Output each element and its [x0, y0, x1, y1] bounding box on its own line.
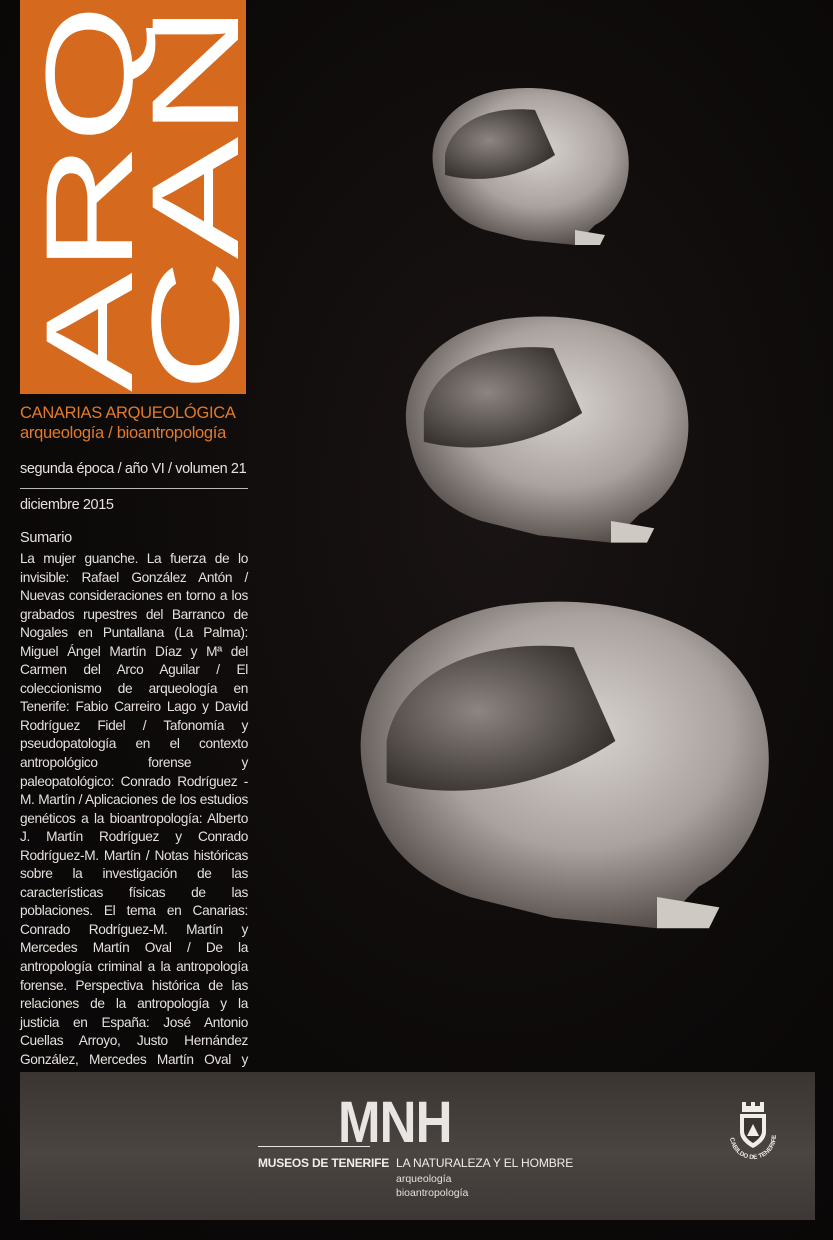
footer-sublabel-arqueologia: arqueología: [396, 1173, 452, 1185]
summary-text: La mujer guanche. La fuerza de lo invisible: Rafael González Antón / Nuevas consideraciones en torno a los grabados rupestres del Barranco de Nogales en Puntallana (La Palma): Miguel Ángel Martín Díaz y Mª del Carmen del Arco Aguilar / El coleccionismo de arqueología en Tenerife: Fabio Carreiro Lago y David Rodríguez Fidel / Tafonomía y pseudopatología en el contexto antropológico forense y paleopatológico: Conrado Rodríguez -M. Martín / Aplicaciones de los estudios genéticos a la bioantropología: Alberto J. Martín Rodríguez y Conrado Rodríguez-M. Martín / Notas históricas sobre la investigación de las características físicas de las poblaciones. El tema en Canarias: Conrado Rodríguez-M. Martín y Mercedes Martín Oval / De la antropología criminal a la antropología forense. Perspectiva histórica de las relaciones de la antropología y la justicia en España: José Antonio Cuellas Arroyo, Justo Hernández González, Mercedes Martín Oval y: [20, 551, 248, 1067]
mnh-logo: MNH: [338, 1090, 452, 1155]
skull-large: [361, 602, 769, 929]
magazine-logo: [20, 0, 265, 394]
naturaleza-label: LA NATURALEZA Y EL HOMBRE: [396, 1156, 574, 1170]
skulls-photo: [330, 70, 810, 950]
summary-heading: Sumario: [20, 530, 72, 546]
skull-small: [433, 88, 629, 245]
museos-label: MUSEOS DE TENERIFE: [258, 1156, 390, 1170]
footer-sublabel-bioantropologia: bioantropología: [396, 1187, 469, 1199]
svg-text:CABILDO DE TENERIFE: CABILDO DE TENERIFE: [728, 1134, 779, 1162]
footer-band: [20, 1072, 815, 1220]
magazine-subtitle: arqueología / bioantropología: [20, 424, 226, 442]
logo-line-arq: ARQ: [21, 123, 159, 392]
skull-medium: [406, 316, 689, 542]
issue-date: diciembre 2015: [20, 497, 114, 513]
magazine-title: CANARIAS ARQUEOLÓGICA: [20, 404, 236, 422]
divider: [20, 488, 248, 489]
logo-line-can: CAN: [127, 130, 265, 392]
cabildo-emblem-icon: [718, 1098, 788, 1168]
issue-info: segunda época / año VI / volumen 21: [20, 461, 247, 477]
